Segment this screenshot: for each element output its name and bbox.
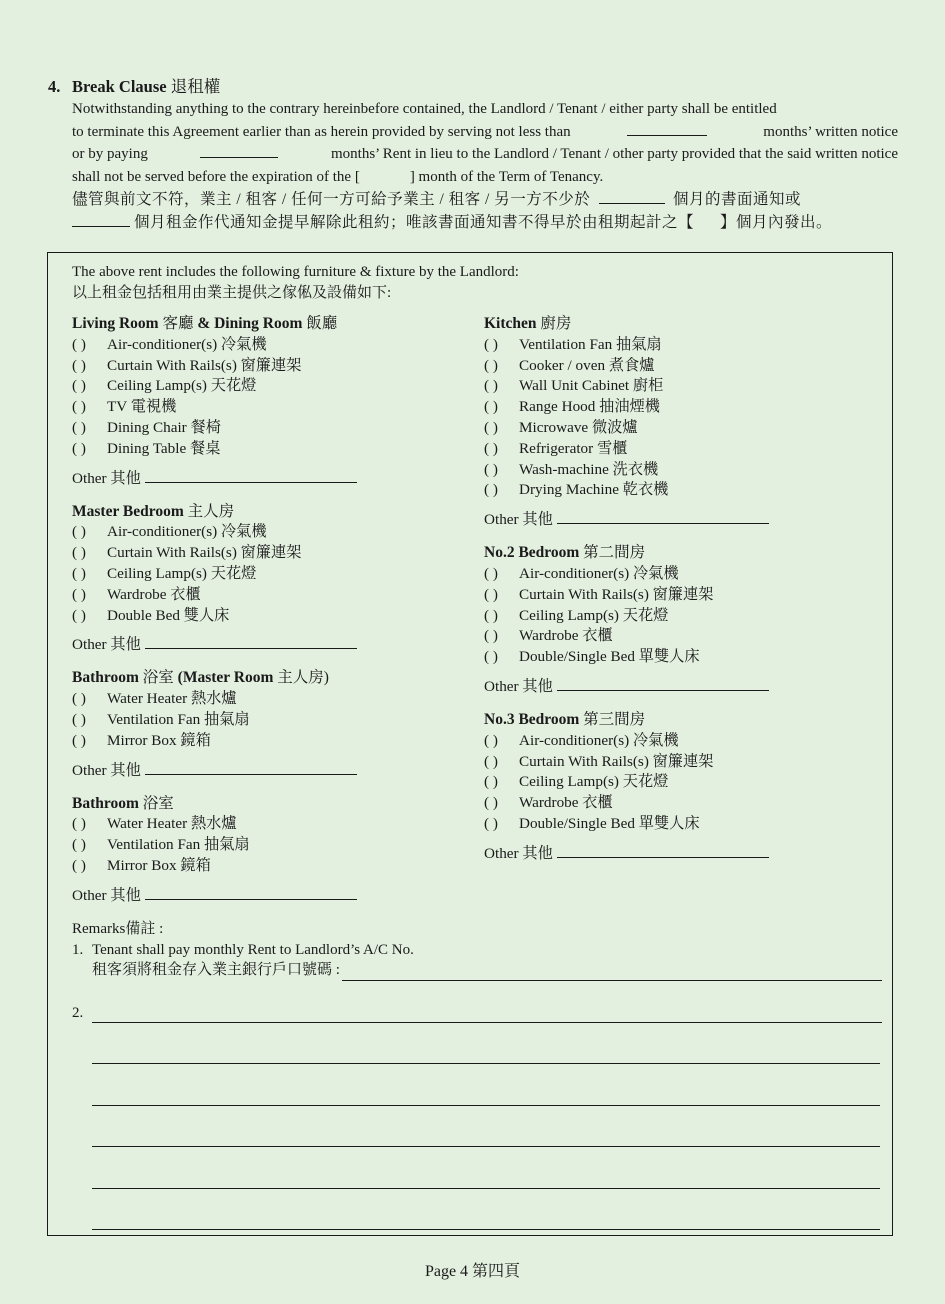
furniture-item [72,439,452,460]
remark-blank-line[interactable] [92,1146,880,1147]
item-checkbox[interactable]: ( ) [484,627,498,645]
item-label: Ventilation Fan 抽氣扇 [519,335,662,353]
item-checkbox[interactable]: ( ) [484,794,498,812]
other-field[interactable] [557,676,769,691]
remark-1: 1. Tenant shall pay monthly Rent to Landlord’s A/C No. [72,941,414,958]
item-checkbox[interactable]: ( ) [484,335,498,353]
item-label: Curtain With Rails(s) 窗簾連架 [107,544,302,562]
item-checkbox[interactable]: ( ) [72,544,86,562]
furniture-item [484,439,864,460]
intro-en: The above rent includes the following furniture & fixture by the Landlord: [72,264,519,280]
item-checkbox[interactable]: ( ) [72,856,86,874]
left-column [72,314,452,919]
item-label: Curtain With Rails(s) 窗簾連架 [519,752,714,770]
furniture-item [484,647,864,668]
other-label: Other 其他 [72,761,141,779]
furniture-item [72,418,452,439]
room-section [72,314,452,489]
item-checkbox[interactable]: ( ) [72,439,86,457]
clause-zh-line: 個月租金作代通知金提早解除此租約；唯該書面通知書不得早於由租期起計之【 】個月內發出。 [72,211,898,234]
item-checkbox[interactable]: ( ) [484,564,498,582]
remark-blank-line[interactable] [92,1063,880,1064]
remark-blank-line[interactable] [92,1188,880,1189]
furniture-item [484,606,864,627]
room-section [72,502,452,656]
item-label: TV 電視機 [107,398,177,416]
other-row [72,634,452,655]
clause-title-en: Break Clause [72,77,167,96]
furniture-item [484,460,864,481]
item-checkbox[interactable]: ( ) [72,335,86,353]
intro-zh: 以上租金包括租用由業主提供之傢俬及設備如下: [72,285,392,301]
other-field[interactable] [145,634,357,649]
room-title: No.3 Bedroom 第三間房 [484,710,646,728]
other-row [72,760,452,781]
item-label: Refrigerator 雪櫃 [519,439,628,457]
furniture-item [72,814,452,835]
furniture-item [72,564,452,585]
item-checkbox[interactable]: ( ) [72,731,86,749]
other-label: Other 其他 [484,511,553,529]
item-label: Dining Table 餐桌 [107,439,221,457]
other-row [484,843,864,864]
item-checkbox[interactable]: ( ) [484,648,498,666]
clause-body-en [72,98,898,188]
room-title: Bathroom 浴室 (Master Room 主人房) [72,669,329,687]
item-label: Water Heater 熱水爐 [107,690,237,708]
remark-blank-line[interactable] [92,1105,880,1106]
item-label: Wash-machine 洗衣機 [519,460,659,478]
room-title: Kitchen 廚房 [484,315,572,332]
room-section [72,794,452,906]
room-title: Master Bedroom 主人房 [72,502,235,520]
item-label: Curtain With Rails(s) 窗簾連架 [107,356,302,374]
other-label: Other 其他 [484,677,553,695]
item-checkbox[interactable]: ( ) [484,773,498,791]
other-row [72,885,452,906]
item-checkbox[interactable]: ( ) [72,356,86,374]
other-field[interactable] [145,885,357,900]
furniture-item [484,752,864,773]
furniture-box [47,252,893,1236]
other-field[interactable] [557,509,769,524]
furniture-item [72,710,452,731]
item-label: Microwave 微波爐 [519,418,638,436]
item-checkbox[interactable]: ( ) [484,481,498,499]
other-field[interactable] [145,468,357,483]
item-label: Double Bed 雙人床 [107,606,230,624]
item-checkbox[interactable]: ( ) [484,418,498,436]
item-checkbox[interactable]: ( ) [72,564,86,582]
clause-line: shall not be served before the expiration of the [ ] month of the Term of Tenancy. [72,168,604,185]
item-checkbox[interactable]: ( ) [484,460,498,478]
furniture-item [484,731,864,752]
remarks-section [72,919,882,1023]
room-title: Bathroom 浴室 [72,794,174,812]
remarks-label: Remarks備註 : [72,921,164,937]
remark-blank-line[interactable] [92,1229,880,1230]
furniture-intro [72,262,519,304]
item-label: Range Hood 抽油煙機 [519,398,660,416]
clause-zh-line: 儘管與前文不符，業主 / 租客 / 任何一方可給予業主 / 租客 / 另一方不少於 個月的書面通知或 [72,191,801,208]
item-checkbox[interactable]: ( ) [72,418,86,436]
furniture-item [484,626,864,647]
room-section [484,710,864,864]
furniture-item [72,522,452,543]
item-checkbox[interactable]: ( ) [484,752,498,770]
furniture-item [484,814,864,835]
item-label: Ventilation Fan 抽氣扇 [107,710,250,728]
item-checkbox[interactable]: ( ) [484,356,498,374]
other-row [72,468,452,489]
item-label: Ceiling Lamp(s) 天花燈 [107,564,257,582]
item-checkbox[interactable]: ( ) [484,814,498,832]
other-field[interactable] [145,760,357,775]
item-checkbox[interactable]: ( ) [72,815,86,833]
rent-months-blank[interactable] [200,143,278,158]
item-checkbox[interactable]: ( ) [72,690,86,708]
clause-number: 4. [48,77,61,96]
item-label: Wardrobe 衣櫃 [519,794,613,812]
item-checkbox[interactable]: ( ) [484,377,498,395]
furniture-item [484,585,864,606]
remark-2-field[interactable] [92,1007,882,1023]
item-label: Mirror Box 鏡箱 [107,731,211,749]
furniture-item [72,606,452,627]
item-checkbox[interactable]: ( ) [72,836,86,854]
item-label: Double/Single Bed 單雙人床 [519,814,700,832]
clause-line: to terminate this Agreement earlier than as herein provided by serving not less than months’ written notice [72,121,898,144]
other-label: Other 其他 [72,469,141,487]
item-label: Air-conditioner(s) 冷氣機 [107,523,267,541]
item-checkbox[interactable]: ( ) [72,377,86,395]
room-section [484,314,864,530]
item-checkbox[interactable]: ( ) [484,398,498,416]
room-title: No.2 Bedroom 第二間房 [484,544,646,562]
zh-rent-blank[interactable] [72,212,130,227]
other-label: Other 其他 [72,636,141,654]
furniture-item [72,543,452,564]
item-label: Ceiling Lamp(s) 天花燈 [519,773,669,791]
other-field[interactable] [557,843,769,858]
other-row [484,676,864,697]
clause-title-zh: 退租權 [170,77,221,96]
item-label: Cooker / oven 煮食爐 [519,356,655,374]
account-number-field[interactable] [342,965,882,981]
furniture-item [72,397,452,418]
item-label: Wall Unit Cabinet 廚柜 [519,377,664,395]
item-checkbox[interactable]: ( ) [72,523,86,541]
item-label: Curtain With Rails(s) 窗簾連架 [519,585,714,603]
item-label: Drying Machine 乾衣機 [519,481,669,499]
furniture-item [72,835,452,856]
furniture-item [484,772,864,793]
item-label: Water Heater 熱水爐 [107,815,237,833]
clause-body-zh [72,188,898,234]
furniture-item [484,356,864,377]
clause-line: Notwithstanding anything to the contrary hereinbefore contained, the Landlord / Tenant / either party shall be entitled [72,101,777,117]
break-clause [48,76,898,234]
item-label: Mirror Box 鏡箱 [107,856,211,874]
item-checkbox[interactable]: ( ) [72,710,86,728]
furniture-item [72,689,452,710]
clause-heading [48,76,898,98]
furniture-item [484,480,864,501]
furniture-item [72,585,452,606]
item-label: Air-conditioner(s) 冷氣機 [519,564,679,582]
item-label: Wardrobe 衣櫃 [519,627,613,645]
furniture-item [484,397,864,418]
right-column [484,314,864,877]
room-section [72,668,452,780]
item-checkbox[interactable]: ( ) [484,439,498,457]
furniture-item [72,335,452,356]
item-checkbox[interactable]: ( ) [484,585,498,603]
furniture-item [484,418,864,439]
item-checkbox[interactable]: ( ) [72,398,86,416]
furniture-item [72,856,452,877]
furniture-item [72,356,452,377]
item-label: Wardrobe 衣櫃 [107,585,201,603]
remark-1-zh: 租客須將租金存入業主銀行戶口號碼 : [72,960,882,981]
item-label: Air-conditioner(s) 冷氣機 [519,731,679,749]
item-label: Dining Chair 餐椅 [107,418,221,436]
furniture-item [72,731,452,752]
page-number: Page 4 第四頁 [424,1263,521,1280]
other-row [484,509,864,530]
item-checkbox[interactable]: ( ) [484,606,498,624]
furniture-item [484,564,864,585]
furniture-item [484,335,864,356]
item-label: Ventilation Fan 抽氣扇 [107,836,250,854]
other-label: Other 其他 [484,844,553,862]
item-checkbox[interactable]: ( ) [72,585,86,603]
clause-line: or by paying months’ Rent in lieu to the Landlord / Tenant / other party provided that the said written notice [72,143,898,166]
item-label: Ceiling Lamp(s) 天花燈 [107,377,257,395]
notice-months-blank[interactable] [627,121,707,136]
room-section [484,543,864,697]
zh-notice-blank[interactable] [599,189,665,204]
item-checkbox[interactable]: ( ) [484,731,498,749]
furniture-item [484,376,864,397]
remark-2: 2. [72,1003,882,1024]
item-label: Double/Single Bed 單雙人床 [519,648,700,666]
item-label: Ceiling Lamp(s) 天花燈 [519,606,669,624]
room-title: Living Room 客廳 & Dining Room 飯廳 [72,315,338,332]
furniture-item [72,376,452,397]
item-label: Air-conditioner(s) 冷氣機 [107,335,267,353]
furniture-item [484,793,864,814]
other-label: Other 其他 [72,886,141,904]
item-checkbox[interactable]: ( ) [72,606,86,624]
